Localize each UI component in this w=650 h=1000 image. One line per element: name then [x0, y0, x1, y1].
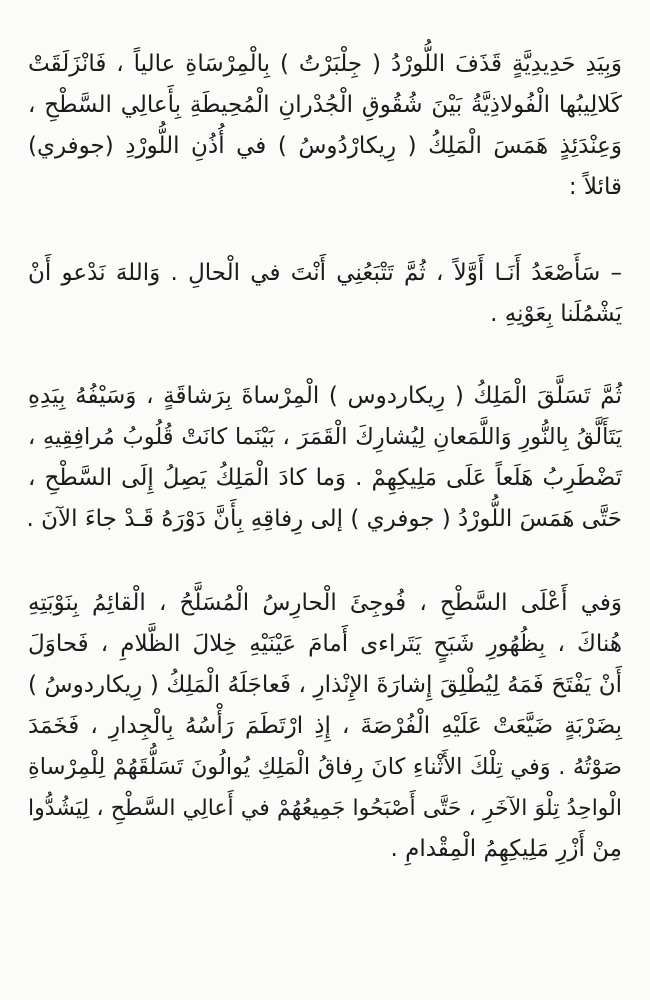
text-line: وَفي أَعْلَى السَّطْحِ ، فُوجِئَ الْحارِسُ الْمُسَلَّحُ ، الْقائِمُ بِنَوْبَتِهِ [28, 590, 622, 616]
text-line: قائلاً : [568, 174, 622, 200]
text-line: صَوْتُهُ . وَفي تِلْكَ الأَثْناءِ كانَ رِفاقُ الْمَلِكِ يُوالُونَ تَسَلُّقَهُمْ لِلْمِرْساةِ [28, 754, 622, 780]
text-line: هُناكَ ، بِظُهُورِ شَبَحٍ يَتَراءى أَمامَ عَيْنَيْهِ خِلالَ الظَّلامِ ، فَحاوَلَ [28, 631, 622, 657]
text-line: يَتَأَلَّقُ بِالنُّورِ وَاللَّمَعانِ لِيُشارِكَ الْقَمَرَ ، بَيْنَما كانَتْ قُلُوبُ مُرافِقِيهِ ، [28, 424, 622, 450]
text-line: الْواحِدُ تِلْوَ الآخَرِ ، حَتَّى أَصْبَحُوا جَمِيعُهُمْ في أَعالِي السَّطْحِ ، لِيَشُدُّوا [28, 796, 622, 821]
text-line: ثُمَّ تَسَلَّقَ الْمَلِكُ ( رِيكاردوس ) الْمِرْساةَ بِرَشاقَةٍ ، وَسَيْفُهُ بِيَدِهِ [28, 383, 622, 409]
text-line: وَعِنْدَئِذٍ هَمَسَ الْمَلِكُ ( رِيكارْدُوسُ ) في أُذُنِ اللُّورْدِ (جوفري) [28, 133, 622, 159]
text-line: بِضَرْبَةٍ ضَيَّعَتْ عَلَيْهِ الْفُرْصَةَ ، إِذِ ارْتَطَمَ رَأْسُهُ بِالْجِدارِ ، فَخَمَدَ [28, 713, 622, 739]
paragraph-1 [28, 44, 622, 208]
text-line: يَشْمُلَنا بِعَوْنِهِ . [490, 301, 622, 327]
text-line: تَضْطَرِبُ هَلَعاً عَلَى مَلِيكِهِمْ . وَما كادَ الْمَلِكُ يَصِلُ إِلَى السَّطْحِ ، [28, 465, 622, 491]
text-line: كَلالِيبُها الْفُولاذِيَّةُ بَيْنَ شُقُوقِ الْجُدْرانِ الْمُحِيطَةِ بِأَعالِي السَّطْحِ ، [28, 92, 622, 118]
text-line: مِنْ أَزْرِ مَلِيكِهِمُ الْمِقْدامِ . [390, 836, 622, 862]
text-line: وَبِيَدِ حَدِيدِيَّةٍ قَذَفَ اللُّورْدُ ( جِلْبَرْتُ ) بِالْمِرْسَاةِ عالياً ، فَانْزَلَقَتْ [28, 51, 622, 77]
text-line: أَنْ يَفْتَحَ فَمَهُ لِيُطْلِقَ إِشارَةَ الإِنْذارِ ، فَعاجَلَهُ الْمَلِكُ ( رِيكاردوسُ ) [28, 672, 622, 698]
paragraph-3 [28, 376, 622, 540]
paragraph-4 [28, 583, 622, 870]
text-line: – سَأَصْعَدُ أَنَـا أَوَّلاً ، ثُمَّ تَتْبَعُنِي أَنْتَ في الْحالِ . وَاللهَ نَدْعو أَنْ [28, 260, 622, 286]
text-line: حَتَّى هَمَسَ اللُّورْدُ ( جوفري ) إلى رِفاقِهِ بِأَنَّ دَوْرَهُ قَـدْ جاءَ الآنَ . [26, 506, 622, 532]
paragraph-2 [28, 253, 622, 335]
